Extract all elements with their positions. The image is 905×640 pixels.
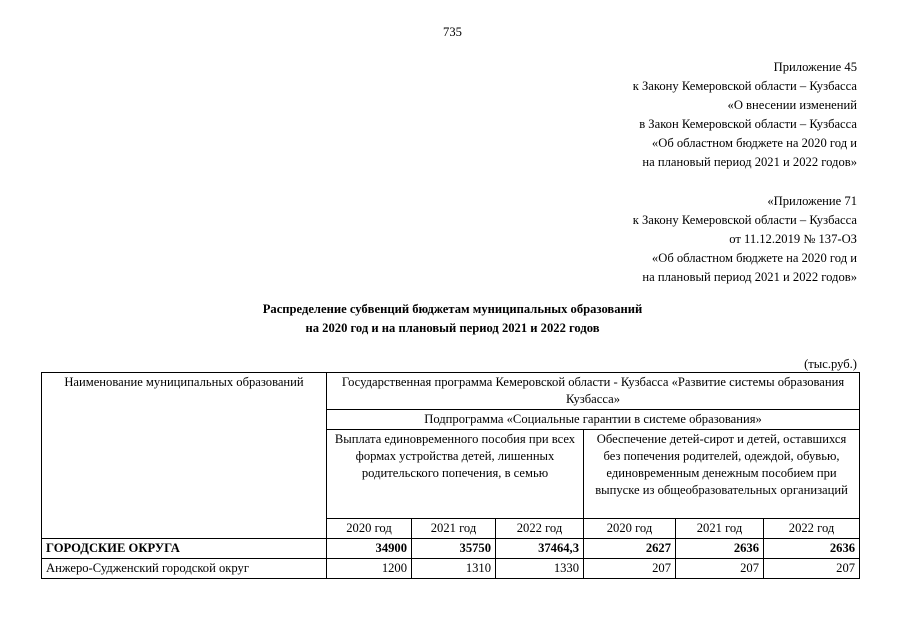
cell-value: 1310 <box>412 559 496 579</box>
title-line-2: на 2020 год и на плановый период 2021 и 2022 годов <box>305 321 600 335</box>
year-header: 2020 год <box>327 519 412 539</box>
appendix-line: «Приложение 71 <box>767 194 857 208</box>
appendix-line: в Закон Кемеровской области – Кузбасса <box>639 117 857 131</box>
row-name: ГОРОДСКИЕ ОКРУГА <box>42 539 327 559</box>
appendix-line: от 11.12.2019 № 137-ОЗ <box>729 232 857 246</box>
appendix-line: к Закону Кемеровской области – Кузбасса <box>632 79 857 93</box>
subventions-table <box>41 372 860 579</box>
cell-value: 207 <box>584 559 676 579</box>
cell-value: 2636 <box>676 539 764 559</box>
year-header: 2022 год <box>764 519 860 539</box>
cell-value: 207 <box>676 559 764 579</box>
cell-value: 1330 <box>496 559 584 579</box>
appendix-line: на плановый период 2021 и 2022 годов» <box>642 155 857 169</box>
group-header-allowance: Выплата единовременного пособия при всех формах устройства детей, лишенных родительского попечения, в семью <box>327 430 584 519</box>
subprogram-header: Подпрограмма «Социальные гарантии в системе образования» <box>327 410 860 430</box>
year-header: 2021 год <box>676 519 764 539</box>
table-row <box>42 539 860 559</box>
appendix-line: «Об областном бюджете на 2020 год и <box>651 251 857 265</box>
appendix-line: «Об областном бюджете на 2020 год и <box>651 136 857 150</box>
appendix-45-block <box>633 58 857 172</box>
column-header-name: Наименование муниципальных образований <box>42 373 327 539</box>
units-label: (тыс.руб.) <box>804 357 857 371</box>
table-row <box>42 559 860 579</box>
page-number: 735 <box>443 25 462 39</box>
row-name: Анжеро-Судженский городской округ <box>42 559 327 579</box>
year-header: 2022 год <box>496 519 584 539</box>
appendix-line: на плановый период 2021 и 2022 годов» <box>642 270 857 284</box>
header-row-program <box>42 373 860 410</box>
program-header: Государственная программа Кемеровской области - Кузбасса «Развитие системы образования Кузбасса» <box>327 373 860 410</box>
document-title <box>0 300 905 338</box>
cell-value: 207 <box>764 559 860 579</box>
cell-value: 34900 <box>327 539 412 559</box>
appendix-line: Приложение 45 <box>773 60 857 74</box>
appendix-71-block <box>633 192 857 287</box>
title-line-1: Распределение субвенций бюджетам муниципальных образований <box>262 302 643 316</box>
year-header: 2020 год <box>584 519 676 539</box>
cell-value: 2627 <box>584 539 676 559</box>
appendix-line: «О внесении изменений <box>727 98 857 112</box>
cell-value: 2636 <box>764 539 860 559</box>
appendix-line: к Закону Кемеровской области – Кузбасса <box>632 213 857 227</box>
cell-value: 35750 <box>412 539 496 559</box>
year-header: 2021 год <box>412 519 496 539</box>
group-header-orphans: Обеспечение детей-сирот и детей, оставшихся без попечения родителей, одеждой, обувью, единовременным денежным пособием при выпуске из общеобразовательных организаций <box>584 430 860 519</box>
cell-value: 1200 <box>327 559 412 579</box>
cell-value: 37464,3 <box>496 539 584 559</box>
